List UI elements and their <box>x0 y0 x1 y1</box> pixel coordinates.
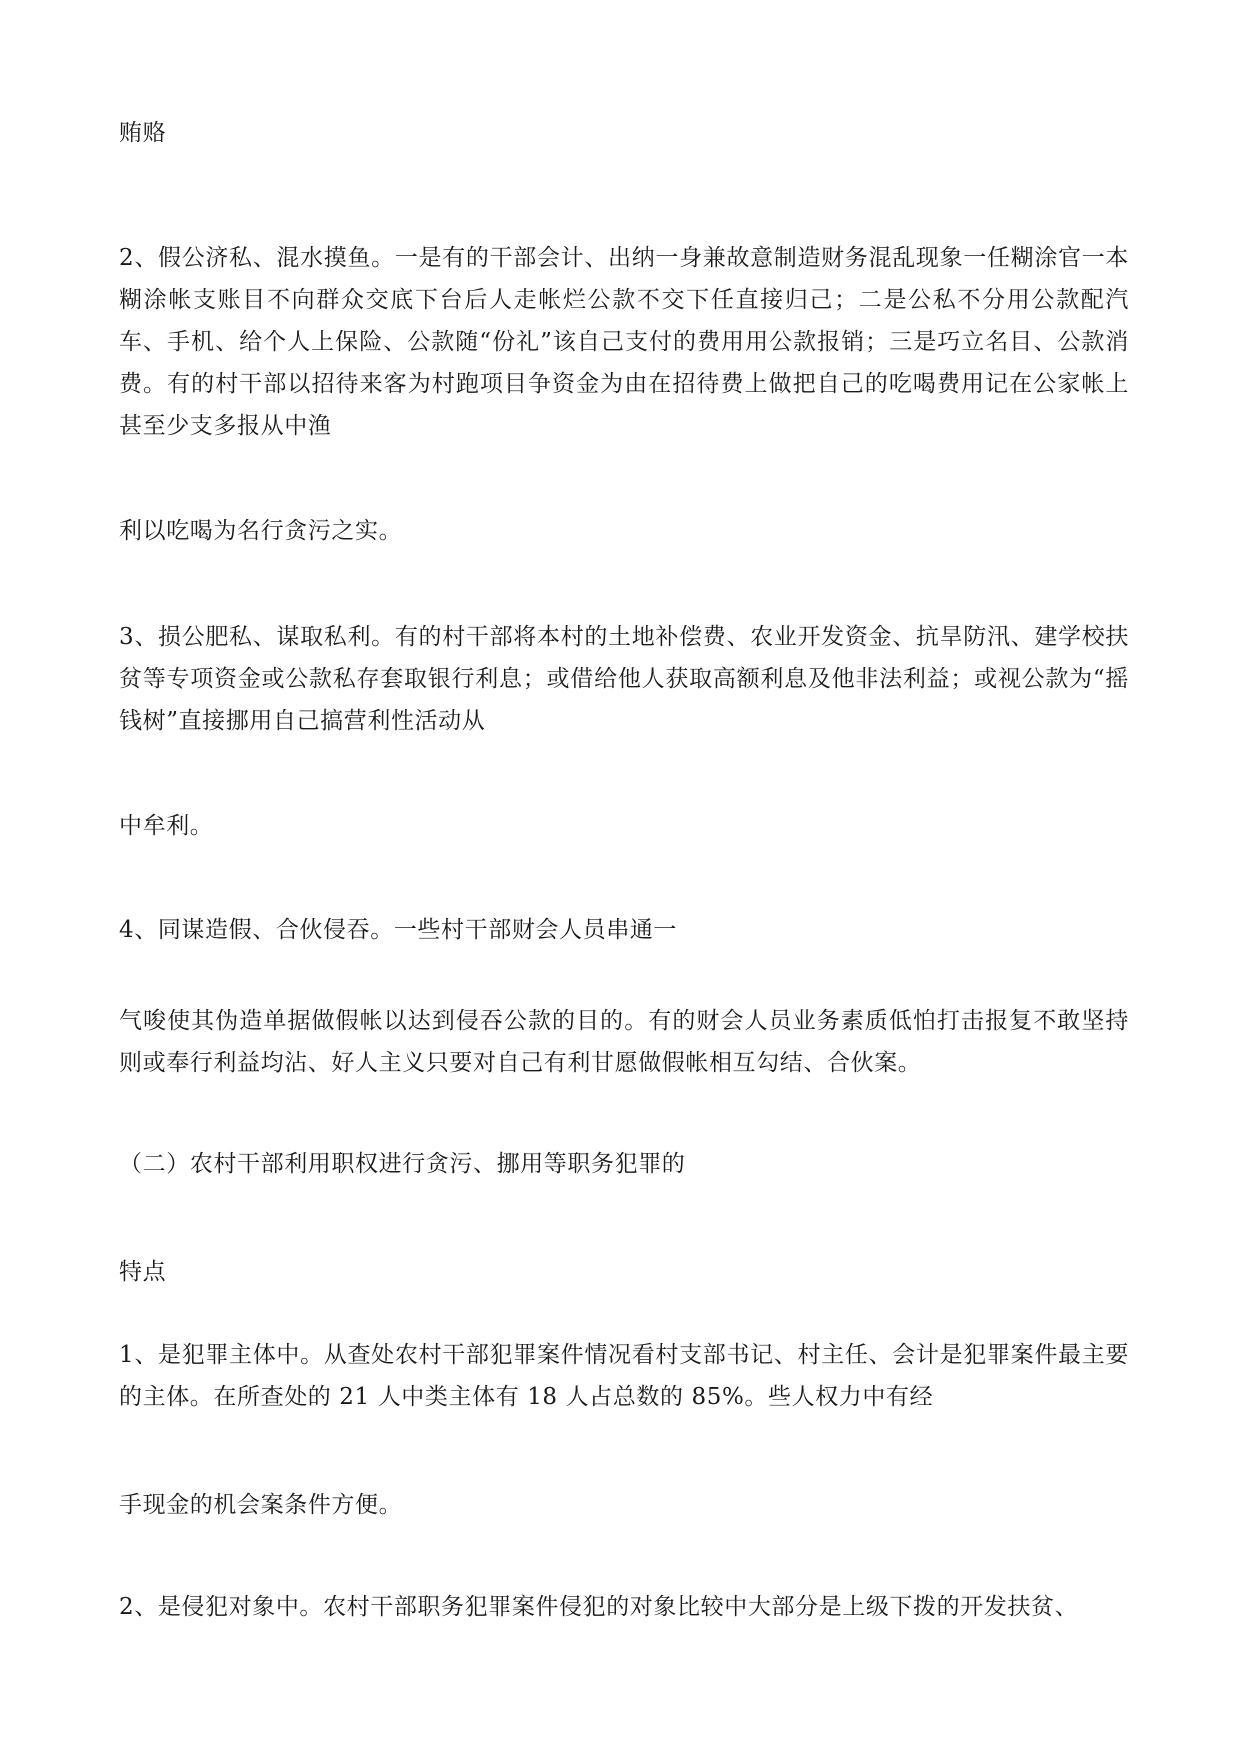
paragraph-item-3-continued: 中牟利。 <box>119 813 214 839</box>
paragraph-point-2: 2、是侵犯对象中。农村干部职务犯罪案件侵犯的对象比较中大部分是上级下拨的开发扶贫、 <box>119 1594 1079 1620</box>
section-heading-2: （二）农村干部利用职权进行贪污、挪用等职务犯罪的 <box>119 1151 686 1177</box>
paragraph-point-1: 1、是犯罪主体中。从查处农村干部犯罪案件情况看村支部书记、村主任、会计是犯罪案件最主要的主体。在所查处的 21 人中类主体有 18 人占总数的 85%。些人权力中有经 <box>119 1342 1129 1410</box>
paragraph-point-1-continued: 手现金的机会案条件方便。 <box>119 1492 403 1518</box>
paragraph-bribery-end: 贿赂 <box>119 120 167 146</box>
paragraph-item-3: 3、损公肥私、谋取私利。有的村干部将本村的土地补偿费、农业开发资金、抗旱防汛、建学校扶贫等专项资金或公款私存套取银行利息；或借给他人获取高额利息及他非法利益；或视公款为“摇钱树”直接挪用自己搞营利性活动从 <box>119 624 1129 734</box>
paragraph-item-2: 2、假公济私、混水摸鱼。一是有的干部会计、出纳一身兼故意制造财务混乱现象一任糊涂官一本糊涂帐支账目不向群众交底下台后人走帐烂公款不交下任直接归己；二是公私不分用公款配汽车、手机、给个人上保险、公款随“份礼”该自己支付的费用用公款报销；三是巧立名目、公款消费。有的村干部以招待来客为村跑项目争资金为由在招待费上做把自己的吃喝费用记在公家帐上甚至少支多报从中渔 <box>119 245 1129 439</box>
paragraph-item-2-continued: 利以吃喝为名行贪污之实。 <box>119 518 403 544</box>
paragraph-item-4-continued: 气唆使其伪造单据做假帐以达到侵吞公款的目的。有的财会人员业务素质低怕打击报复不敢坚持则或奉行利益均沾、好人主义只要对自己有利甘愿做假帐相互勾结、合伙案。 <box>119 1008 1129 1076</box>
paragraph-item-4: 4、同谋造假、合伙侵吞。一些村干部财会人员串通一 <box>119 917 678 943</box>
section-heading-2-continued: 特点 <box>119 1259 167 1285</box>
